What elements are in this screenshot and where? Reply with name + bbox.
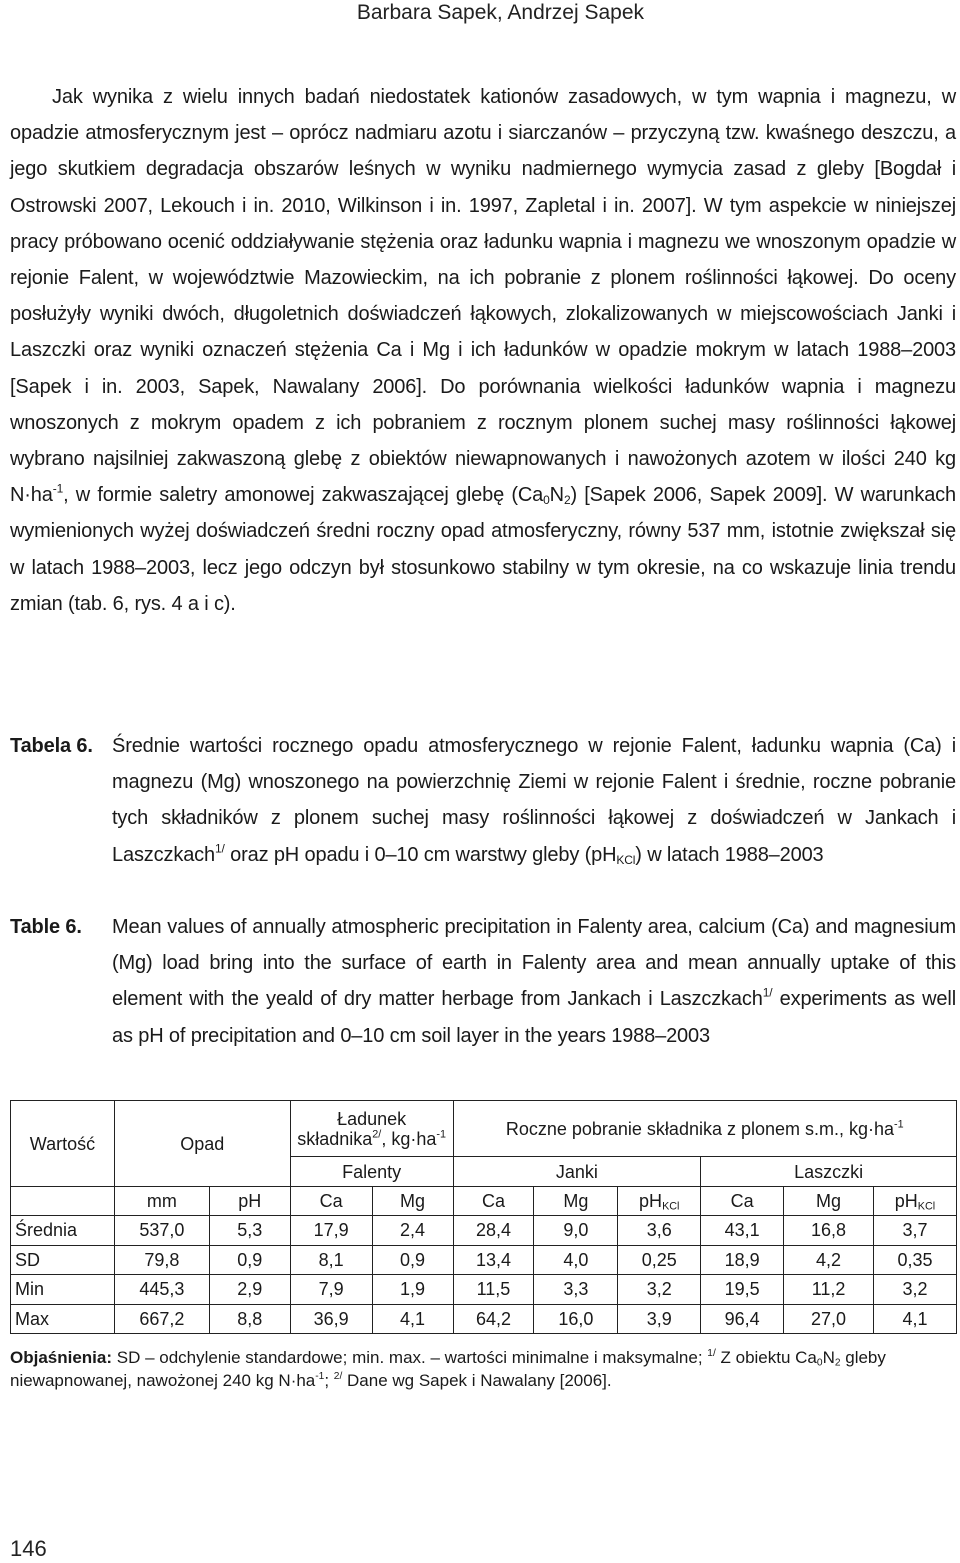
notes-sup-2: 2/ — [333, 1370, 343, 1382]
table-cell: 4,2 — [784, 1245, 874, 1275]
table-cell: 9,0 — [534, 1216, 618, 1246]
table-cell: 19,5 — [701, 1275, 784, 1305]
paragraph-text-1: Jak wynika z wielu innych badań niedostatek kationów zasadowych, w tym wapnia i magnezu, w opadzie atmosferycznym jest – oprócz nadmiaru azotu i siarczanów – przyczyną tzw. kwaśnego deszczu, a jego skutkiem degradacja obszarów leśnych w wyniku nadmiernego wymycia zasad z gleby [Bogdał i Ostrowski 2007, Lekouch i in. 2010, Wilkinson i in. 1997, Zapletal i in. 2007]. W tym aspekcie w niniejszej pracy próbowano ocenić oddziaływanie stężenia oraz ładunku wapnia i magnezu we wnoszonym opadzie w rejonie Falent, w województwie Mazowieckim, na ich pobranie z plonem roślinności łąkowej. Do oceny posłużyły wyniki dwóch, długoletnich doświadczeń łąkowych, zlokalizowanych w miejscowościach Janki i Laszczki oraz wyniki oznaczeń stężenia Ca i Mg i ich ładunków w opadzie mokrym w latach 1988–2003 [Sapek i in. 2003, Sapek, Nawalany 2006]. Do porównania wielkości ładunków wapnia i magnezu wnoszonych z mokrym opadem z ich pobraniem z rocznym plonem suchej masy roślinności łąkowej wybrano najsilniej zakwaszoną glebę z obiektów niewapnowanych i nawożonych azotem w ilości 240 kg N·ha — [10, 86, 956, 507]
notes-text-3: gleby niewapnowanej, nawożonej 240 kg N·ha — [10, 1348, 886, 1390]
table-cell: 43,1 — [701, 1216, 784, 1246]
caption-pl-text-1: Średnie wartości rocznego opadu atmosferycznego w rejonie Falent, ładunku wapnia (Ca) i magnezu (Mg) wnoszonego na powierzchnię Ziemi w rejonie Falent i średnie, roczne pobranie tych składników z plonem suchej masy roślinności łąkowej z doświadczeń w Jankach i Laszczkach — [112, 735, 956, 866]
table-cell: 11,2 — [784, 1275, 874, 1305]
notes-text-5: Dane wg Sapek i Nawalany [2006]. — [342, 1370, 612, 1390]
notes-text-4: ; — [324, 1370, 334, 1390]
paragraph-subscript-0: 0 — [543, 493, 550, 508]
table-cell: 4,1 — [372, 1304, 453, 1334]
unit-phkcl-laszczki — [873, 1187, 956, 1216]
header-ladunek-unit-sup: -1 — [436, 1127, 446, 1140]
table-cell: 5,3 — [209, 1216, 290, 1246]
table-cell: 0,9 — [209, 1245, 290, 1275]
table-cell: 11,5 — [453, 1275, 534, 1305]
header-falenty: Falenty — [290, 1157, 453, 1187]
header-ladunek — [290, 1101, 453, 1157]
header-pobranie-sup: -1 — [894, 1117, 904, 1130]
notes-text-2: Z obiektu Ca — [715, 1348, 817, 1367]
paragraph-text-3: ) [Sapek 2006, Sapek 2009]. W warunkach wymienionych wyżej doświadczeń średni roczny opad atmosferyczny, równy 537 mm, istotnie zwiększał się w latach 1988–2003, lecz jego odczyn był stosunkowo stabilny w tym okresie, na co wskazuje linia trendu zmian (tab. 6, rys. 4 a i c). — [10, 484, 957, 615]
paragraph-superscript: -1 — [52, 481, 64, 496]
paragraph-text-n: N — [549, 484, 564, 507]
table-cell: 3,6 — [618, 1216, 701, 1246]
row-label-cell: SD — [11, 1245, 115, 1275]
table-cell: 2,4 — [372, 1216, 453, 1246]
table-cell: 8,1 — [290, 1245, 372, 1275]
notes-sup-1: 1/ — [707, 1347, 716, 1359]
caption-pl-sub: KCl — [616, 852, 636, 867]
unit-mg-falenty: Mg — [372, 1187, 453, 1216]
header-janki: Janki — [453, 1157, 701, 1187]
table-cell: 17,9 — [290, 1216, 372, 1246]
header-ladunek-unit: , kg·ha — [381, 1128, 437, 1149]
caption-pl-text-3: ) w latach 1988–2003 — [635, 843, 824, 866]
paragraph-text-2: , w formie saletry amonowej zakwaszającej glebę (Ca — [63, 484, 544, 507]
body-paragraph — [10, 79, 956, 622]
table-cell: 36,9 — [290, 1304, 372, 1334]
table-row — [11, 1245, 957, 1275]
table-cell: 445,3 — [114, 1275, 209, 1305]
table-notes — [10, 1347, 956, 1392]
row-label-cell: Min — [11, 1275, 115, 1305]
table-cell: 1,9 — [372, 1275, 453, 1305]
unit-phkcl-laszczki-text: pH — [894, 1191, 918, 1211]
notes-text-1: SD – odchylenie standardowe; min. max. – wartości minimalne i maksymalne; — [112, 1348, 708, 1367]
table-row — [11, 1275, 957, 1305]
caption-text-polish — [112, 728, 956, 873]
caption-pl-text-2: oraz pH opadu i 0–10 cm warstwy gleby (pH — [224, 843, 617, 866]
table-cell: 3,2 — [873, 1275, 956, 1305]
notes-text-n: N — [822, 1348, 835, 1367]
table-cell: 537,0 — [114, 1216, 209, 1246]
header-opad: Opad — [114, 1101, 290, 1187]
table-cell: 3,3 — [534, 1275, 618, 1305]
caption-label-english: Table 6. — [10, 916, 82, 938]
table-body — [11, 1216, 957, 1334]
table-cell: 13,4 — [453, 1245, 534, 1275]
table-cell: 0,35 — [873, 1245, 956, 1275]
table-cell: 3,9 — [618, 1304, 701, 1334]
unit-phkcl-janki — [618, 1187, 701, 1216]
table-cell: 4,1 — [873, 1304, 956, 1334]
header-pobranie — [453, 1101, 956, 1157]
header-pobranie-text: Roczne pobranie składnika z plonem s.m., kg·ha — [505, 1118, 895, 1139]
notes-sub-2: 2 — [834, 1357, 841, 1369]
header-wartosc: Wartość — [11, 1101, 115, 1187]
table-caption-polish — [10, 728, 956, 873]
table-row — [11, 1304, 957, 1334]
header-ladunek-sup: 2/ — [372, 1127, 382, 1140]
table-cell: 7,9 — [290, 1275, 372, 1305]
unit-phkcl-laszczki-sub: KCl — [917, 1200, 936, 1213]
table-cell: 8,8 — [209, 1304, 290, 1334]
table-cell: 27,0 — [784, 1304, 874, 1334]
notes-sup-unit: -1 — [315, 1370, 325, 1382]
table-cell: 79,8 — [114, 1245, 209, 1275]
table-cell: 96,4 — [701, 1304, 784, 1334]
header-laszczki: Laszczki — [701, 1157, 957, 1187]
notes-sub-0: 0 — [816, 1357, 823, 1369]
caption-label-polish: Tabela 6. — [10, 735, 93, 757]
paragraph-subscript-2: 2 — [563, 493, 571, 508]
running-head-authors: Barbara Sapek, Andrzej Sapek — [356, 1, 644, 24]
unit-ca-janki: Ca — [453, 1187, 534, 1216]
table-cell: 3,2 — [618, 1275, 701, 1305]
row-label-cell: Max — [11, 1304, 115, 1334]
table-caption-english — [10, 909, 956, 1054]
unit-ca-falenty: Ca — [290, 1187, 372, 1216]
table-cell: 3,7 — [873, 1216, 956, 1246]
table-cell: 18,9 — [701, 1245, 784, 1275]
caption-en-text-1: Mean values of annually atmospheric precipitation in Falenty area, calcium (Ca) and magnesium (Mg) load bring into the surface of earth in Falenty area and mean annually uptake of this element with the yeald of dry matter herbage from Jankach i Laszczkach — [112, 916, 956, 1011]
data-table — [10, 1100, 957, 1334]
unit-ca-laszczki: Ca — [701, 1187, 784, 1216]
row-label-cell: Średnia — [11, 1216, 115, 1246]
caption-pl-sup: 1/ — [215, 841, 225, 856]
table-cell: 0,25 — [618, 1245, 701, 1275]
table-cell: 4,0 — [534, 1245, 618, 1275]
table-cell: 667,2 — [114, 1304, 209, 1334]
notes-label: Objaśnienia: — [10, 1348, 113, 1367]
unit-empty — [11, 1187, 115, 1216]
table-cell: 16,0 — [534, 1304, 618, 1334]
unit-ph: pH — [209, 1187, 290, 1216]
table-cell: 64,2 — [453, 1304, 534, 1334]
caption-en-text-2: experiments as well as pH of precipitation and 0–10 cm soil layer in the years 1988–2003 — [112, 988, 956, 1047]
unit-mg-laszczki: Mg — [784, 1187, 874, 1216]
table-row — [11, 1216, 957, 1246]
header-ladunek-text: Ładunek składnika — [297, 1108, 407, 1149]
table-cell: 2,9 — [209, 1275, 290, 1305]
unit-phkcl-janki-sub: KCl — [662, 1200, 680, 1213]
table-cell: 28,4 — [453, 1216, 534, 1246]
table-cell: 0,9 — [372, 1245, 453, 1275]
unit-mg-janki: Mg — [534, 1187, 618, 1216]
unit-mm: mm — [114, 1187, 209, 1216]
caption-en-sup: 1/ — [762, 986, 773, 1001]
table-cell: 16,8 — [784, 1216, 874, 1246]
caption-text-english — [112, 909, 956, 1054]
page-number: 146 — [10, 1536, 47, 1561]
unit-phkcl-janki-text: pH — [639, 1191, 663, 1211]
